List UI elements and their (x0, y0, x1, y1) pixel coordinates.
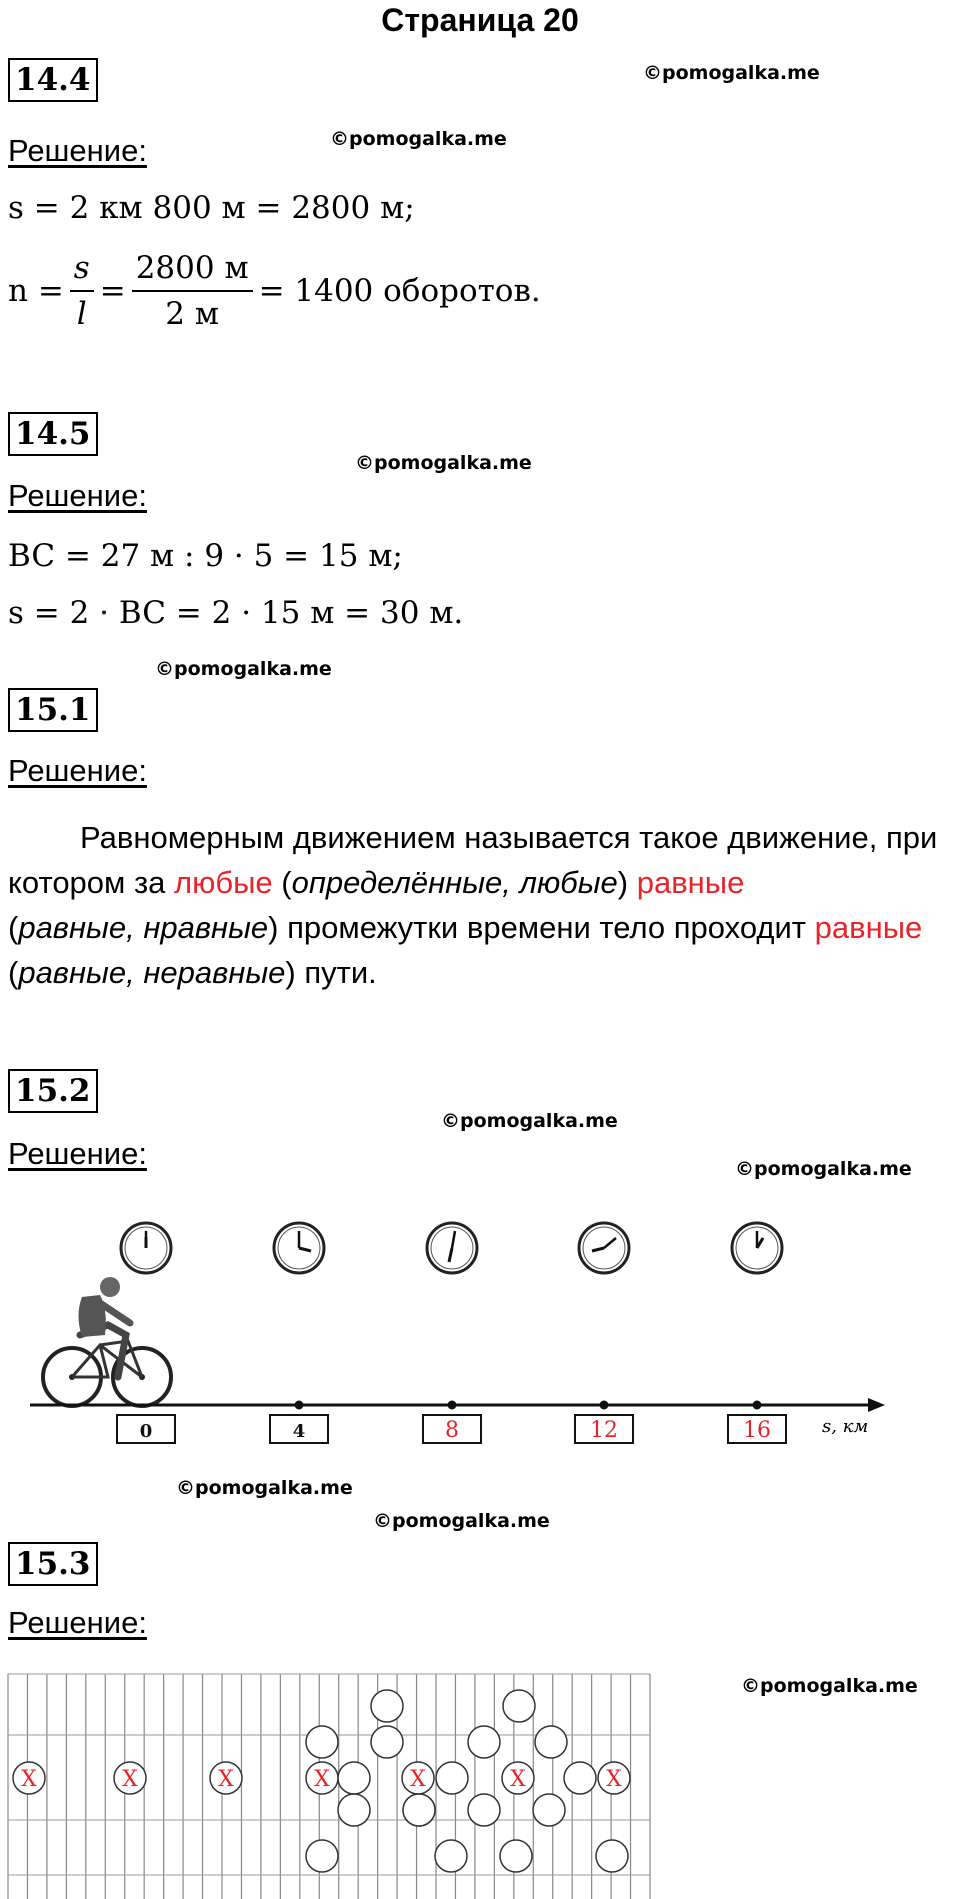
text: ) (285, 955, 296, 990)
tick-dot (600, 1401, 609, 1410)
formula-14-4-line1: s = 2 км 800 м = 2800 м; (8, 190, 415, 226)
solution-label: Решение: (8, 753, 147, 788)
watermark: ©pomogalka.me (330, 128, 507, 150)
fraction-numerator: s (70, 248, 94, 292)
tape-dot (503, 1690, 535, 1722)
clock-icon (121, 1223, 171, 1273)
clock-icon (427, 1223, 477, 1273)
tape-dot (533, 1794, 565, 1826)
formula-text: = (99, 273, 126, 309)
fraction-denominator: 2 м (165, 296, 219, 332)
solution-label: Решение: (8, 1136, 147, 1171)
text: ) (268, 910, 279, 945)
x-mark: X (122, 1767, 138, 1792)
fraction-numerator: 2800 м (132, 248, 253, 292)
text: пути. (295, 955, 377, 990)
tick-dot (448, 1401, 457, 1410)
fraction-denominator: l (76, 296, 87, 332)
page-title: Страница 20 (381, 2, 579, 38)
formula-text: n = (8, 273, 64, 309)
cyclist-icon (43, 1277, 171, 1406)
tape-dot (436, 1762, 468, 1794)
formula-text: = 1400 оборотов. (258, 273, 541, 309)
clock-icon (579, 1223, 629, 1273)
tick-dot (295, 1401, 304, 1410)
solution-label: Решение: (8, 478, 147, 513)
answer: любые (174, 865, 273, 900)
tape-dot (468, 1726, 500, 1758)
options: равные, нравные (18, 910, 269, 945)
tape-dot (535, 1726, 567, 1758)
formula-14-4-line2 (8, 248, 541, 334)
text: ( (8, 910, 19, 945)
text: Равномерным движением называется такое движение, при котором за (8, 820, 938, 900)
options: определённые, любые (291, 865, 618, 900)
tape-dot (338, 1762, 370, 1794)
x-mark: X (218, 1767, 234, 1792)
task-number-14-5: 14.5 (8, 412, 98, 456)
tick-label: 12 (590, 1418, 618, 1443)
text: ( (272, 865, 292, 900)
clock-icon (274, 1223, 324, 1273)
text: ( (8, 955, 19, 990)
watermark: ©pomogalka.me (741, 1675, 918, 1697)
x-mark: X (21, 1767, 37, 1792)
watermark: ©pomogalka.me (355, 452, 532, 474)
watermark: ©pomogalka.me (373, 1510, 550, 1532)
tick-dot (753, 1401, 762, 1410)
watermark: ©pomogalka.me (155, 658, 332, 680)
tick-label: 0 (139, 1421, 153, 1442)
tape-dot (403, 1794, 435, 1826)
answer: равные (814, 910, 923, 945)
task-number-14-4: 14.4 (8, 58, 98, 102)
solution-label: Решение: (8, 133, 147, 168)
tape-dot (306, 1840, 338, 1872)
x-mark: X (510, 1767, 526, 1792)
formula-14-5-line1: BC = 27 м : 9 · 5 = 15 м; (8, 538, 403, 574)
watermark: ©pomogalka.me (441, 1110, 618, 1132)
watermark: ©pomogalka.me (176, 1477, 353, 1499)
solution-label: Решение: (8, 1605, 147, 1640)
task-number-15-3: 15.3 (8, 1542, 98, 1586)
fraction-2800-over-2 (132, 248, 253, 334)
x-mark: X (606, 1767, 622, 1792)
x-mark: X (410, 1767, 426, 1792)
definition-paragraph (8, 815, 953, 995)
tape-dot (596, 1840, 628, 1872)
text: промежутки времени тело проходит (278, 910, 815, 945)
tape-dot (306, 1726, 338, 1758)
watermark: ©pomogalka.me (643, 62, 820, 84)
x-mark: X (314, 1767, 330, 1792)
clock-icon (732, 1223, 782, 1273)
fraction-s-over-l (70, 248, 94, 334)
tape-dot (468, 1794, 500, 1826)
ticker-tape-grid (0, 1670, 960, 1899)
answer: равные (636, 865, 745, 900)
formula-14-5-line2: s = 2 · BC = 2 · 15 м = 30 м. (8, 595, 464, 631)
tape-dot (371, 1690, 403, 1722)
axis-label: s, км (822, 1416, 869, 1437)
tick-label: 8 (445, 1418, 459, 1443)
task-number-15-2: 15.2 (8, 1069, 98, 1113)
tick-label: 4 (292, 1421, 306, 1442)
text: ) (617, 865, 637, 900)
tape-dot (371, 1726, 403, 1758)
task-number-15-1: 15.1 (8, 688, 98, 732)
tick-label: 16 (743, 1418, 771, 1443)
watermark: ©pomogalka.me (735, 1158, 912, 1180)
axis-ticks (117, 1401, 786, 1444)
tape-dot (338, 1794, 370, 1826)
tape-dot (564, 1762, 596, 1794)
tape-dot (435, 1840, 467, 1872)
motion-diagram (0, 1195, 960, 1465)
options: равные, неравные (18, 955, 286, 990)
tape-dot (500, 1840, 532, 1872)
